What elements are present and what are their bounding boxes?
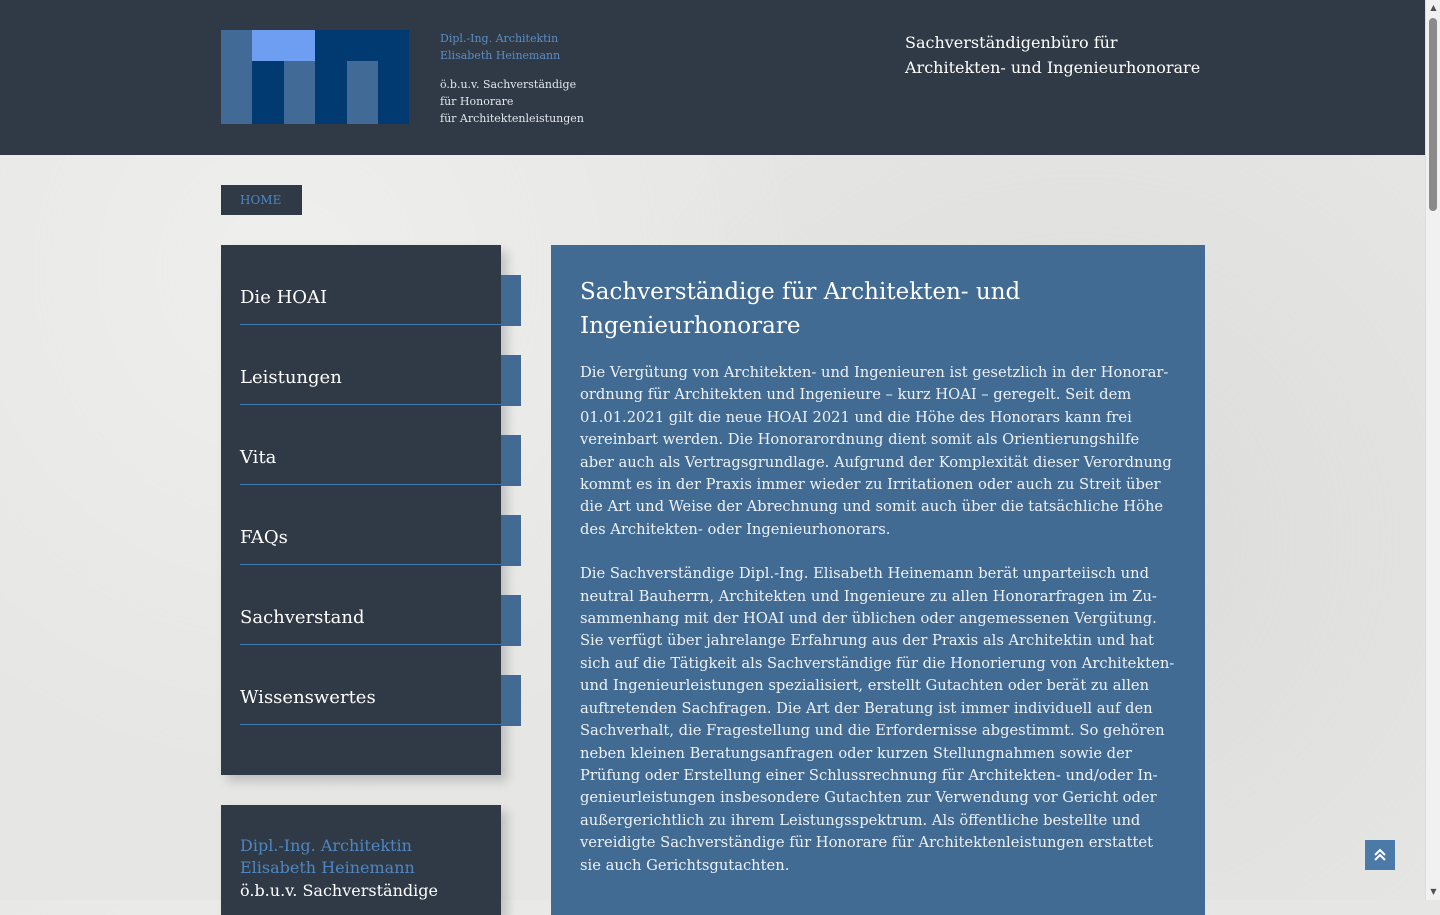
nav-item-tab [501,515,521,566]
nav-item-label: Wissenswertes [240,687,376,708]
nav-item-label: Leistungen [240,367,342,388]
nav-item-label: Sachverstand [240,607,365,628]
nav-item-tab [501,675,521,726]
site-header [0,0,1425,155]
tagline-role-line1: ö.b.u.v. Sachverständige [440,78,577,91]
vertical-scrollbar[interactable] [1425,0,1440,900]
page-title: Sachverständige für Architekten- und Ingenieurhonorare [580,279,1021,339]
site-logo[interactable] [221,30,409,124]
sidebar-contact-box [221,805,501,915]
back-to-top-button[interactable] [1365,840,1395,870]
nav-item-tab [501,435,521,486]
sidebar-nav [221,245,501,775]
nav-item-sachverstand[interactable] [240,595,521,645]
nav-item-wissenswertes[interactable] [240,675,521,725]
scrollbar-thumb[interactable] [1429,18,1437,211]
nav-item-die-hoai[interactable] [240,275,521,325]
triangle-up-icon[interactable]: ▲ [1430,3,1437,12]
nav-item-leistungen[interactable] [240,355,521,405]
nav-item-faqs[interactable] [240,515,521,565]
tagline-name-line2: Elisabeth Heinemann [440,49,561,62]
nav-item-tab [501,595,521,646]
main-content [551,245,1205,915]
nav-item-label: Die HOAI [240,287,328,308]
breadcrumb-home[interactable]: HOME [221,185,302,215]
tagline-role-line3: für Architektenleistungen [440,112,584,125]
about-paragraph: Die Sachverständige Dipl.-Ing. Elisabeth Heinemann berät unparteiisch und neutral Bauherrn, Architekten und Ingenieure zu allen Honorarfragen im Zusammenhang mit der HOAI und der üblichen oder angemessenen Vergütung. Sie verfügt über jahrelange Erfahrung aus der Praxis als Architektin und hat sich auf die Tätigkeit als Sachverständige für die Honorierung von Architekten- und Ingenieurleistungen spezialisiert, erstellt Gutachten oder berät zu allen auftretenden Sachfragen. Die Art der Beratung ist immer individuell auf den Sachverhalt, die Fragestellung und die Erfordernisse abgestimmt. So gehören neben kleinen Beratungsanfragen oder kurzen Stellungnahmen sowie der Prüfung oder Erstellung einer Schlussrechnung für Architekten- und/oder Ingenieurleistungen insbesondere Gutachten zur Verwendung vor Gericht oder außergerichtlich zu ihrem Leistungsspektrum. Als öffentliche bestellte und vereidigte Sachverständige für Honorare für Architektenleistungen erstattet sie auch Gerichtsgutachten. [580,565,1175,874]
intro-paragraph: Die Vergütung von Architekten- und Ingenieuren ist gesetzlich in der Honorarordnung für Architekten und Ingenieure – kurz HOAI – geregelt. Seit dem 01.01.2021 gilt die neue HOAI 2021 und die Höhe des Honorars kann frei vereinbart werden. Die Honorarordnung dient somit als Orientierungshilfe aber auch als Vertragsgrundlage. Aufgrund der Komplexität dieser Verordnung kommt es in der Praxis immer wieder zu Irritationen oder auch zu Streit über die Art und Weise der Abrechnung und somit auch über die tatsächliche Höhe des Architekten- oder Ingenieurhonorars. [580,364,1172,538]
triangle-down-icon[interactable]: ▼ [1430,887,1437,896]
nav-item-tab [501,355,521,406]
header-tagline [440,30,584,127]
nav-item-tab [501,275,521,326]
contact-role-line: ö.b.u.v. Sachverständige [240,881,438,900]
nav-item-label: FAQs [240,527,288,548]
double-chevron-up-icon [1373,848,1387,862]
tagline-role-line2: für Honorare [440,95,514,108]
nav-item-vita[interactable] [240,435,521,485]
nav-item-label: Vita [240,447,277,468]
contact-name-line2: Elisabeth Heinemann [240,858,415,877]
site-title: Sachverständigenbüro für Architekten- und Ingenieurhonorare [905,33,1201,77]
contact-name-line1: Dipl.-Ing. Architektin [240,836,412,855]
tagline-name-line1: Dipl.-Ing. Architektin [440,32,559,45]
